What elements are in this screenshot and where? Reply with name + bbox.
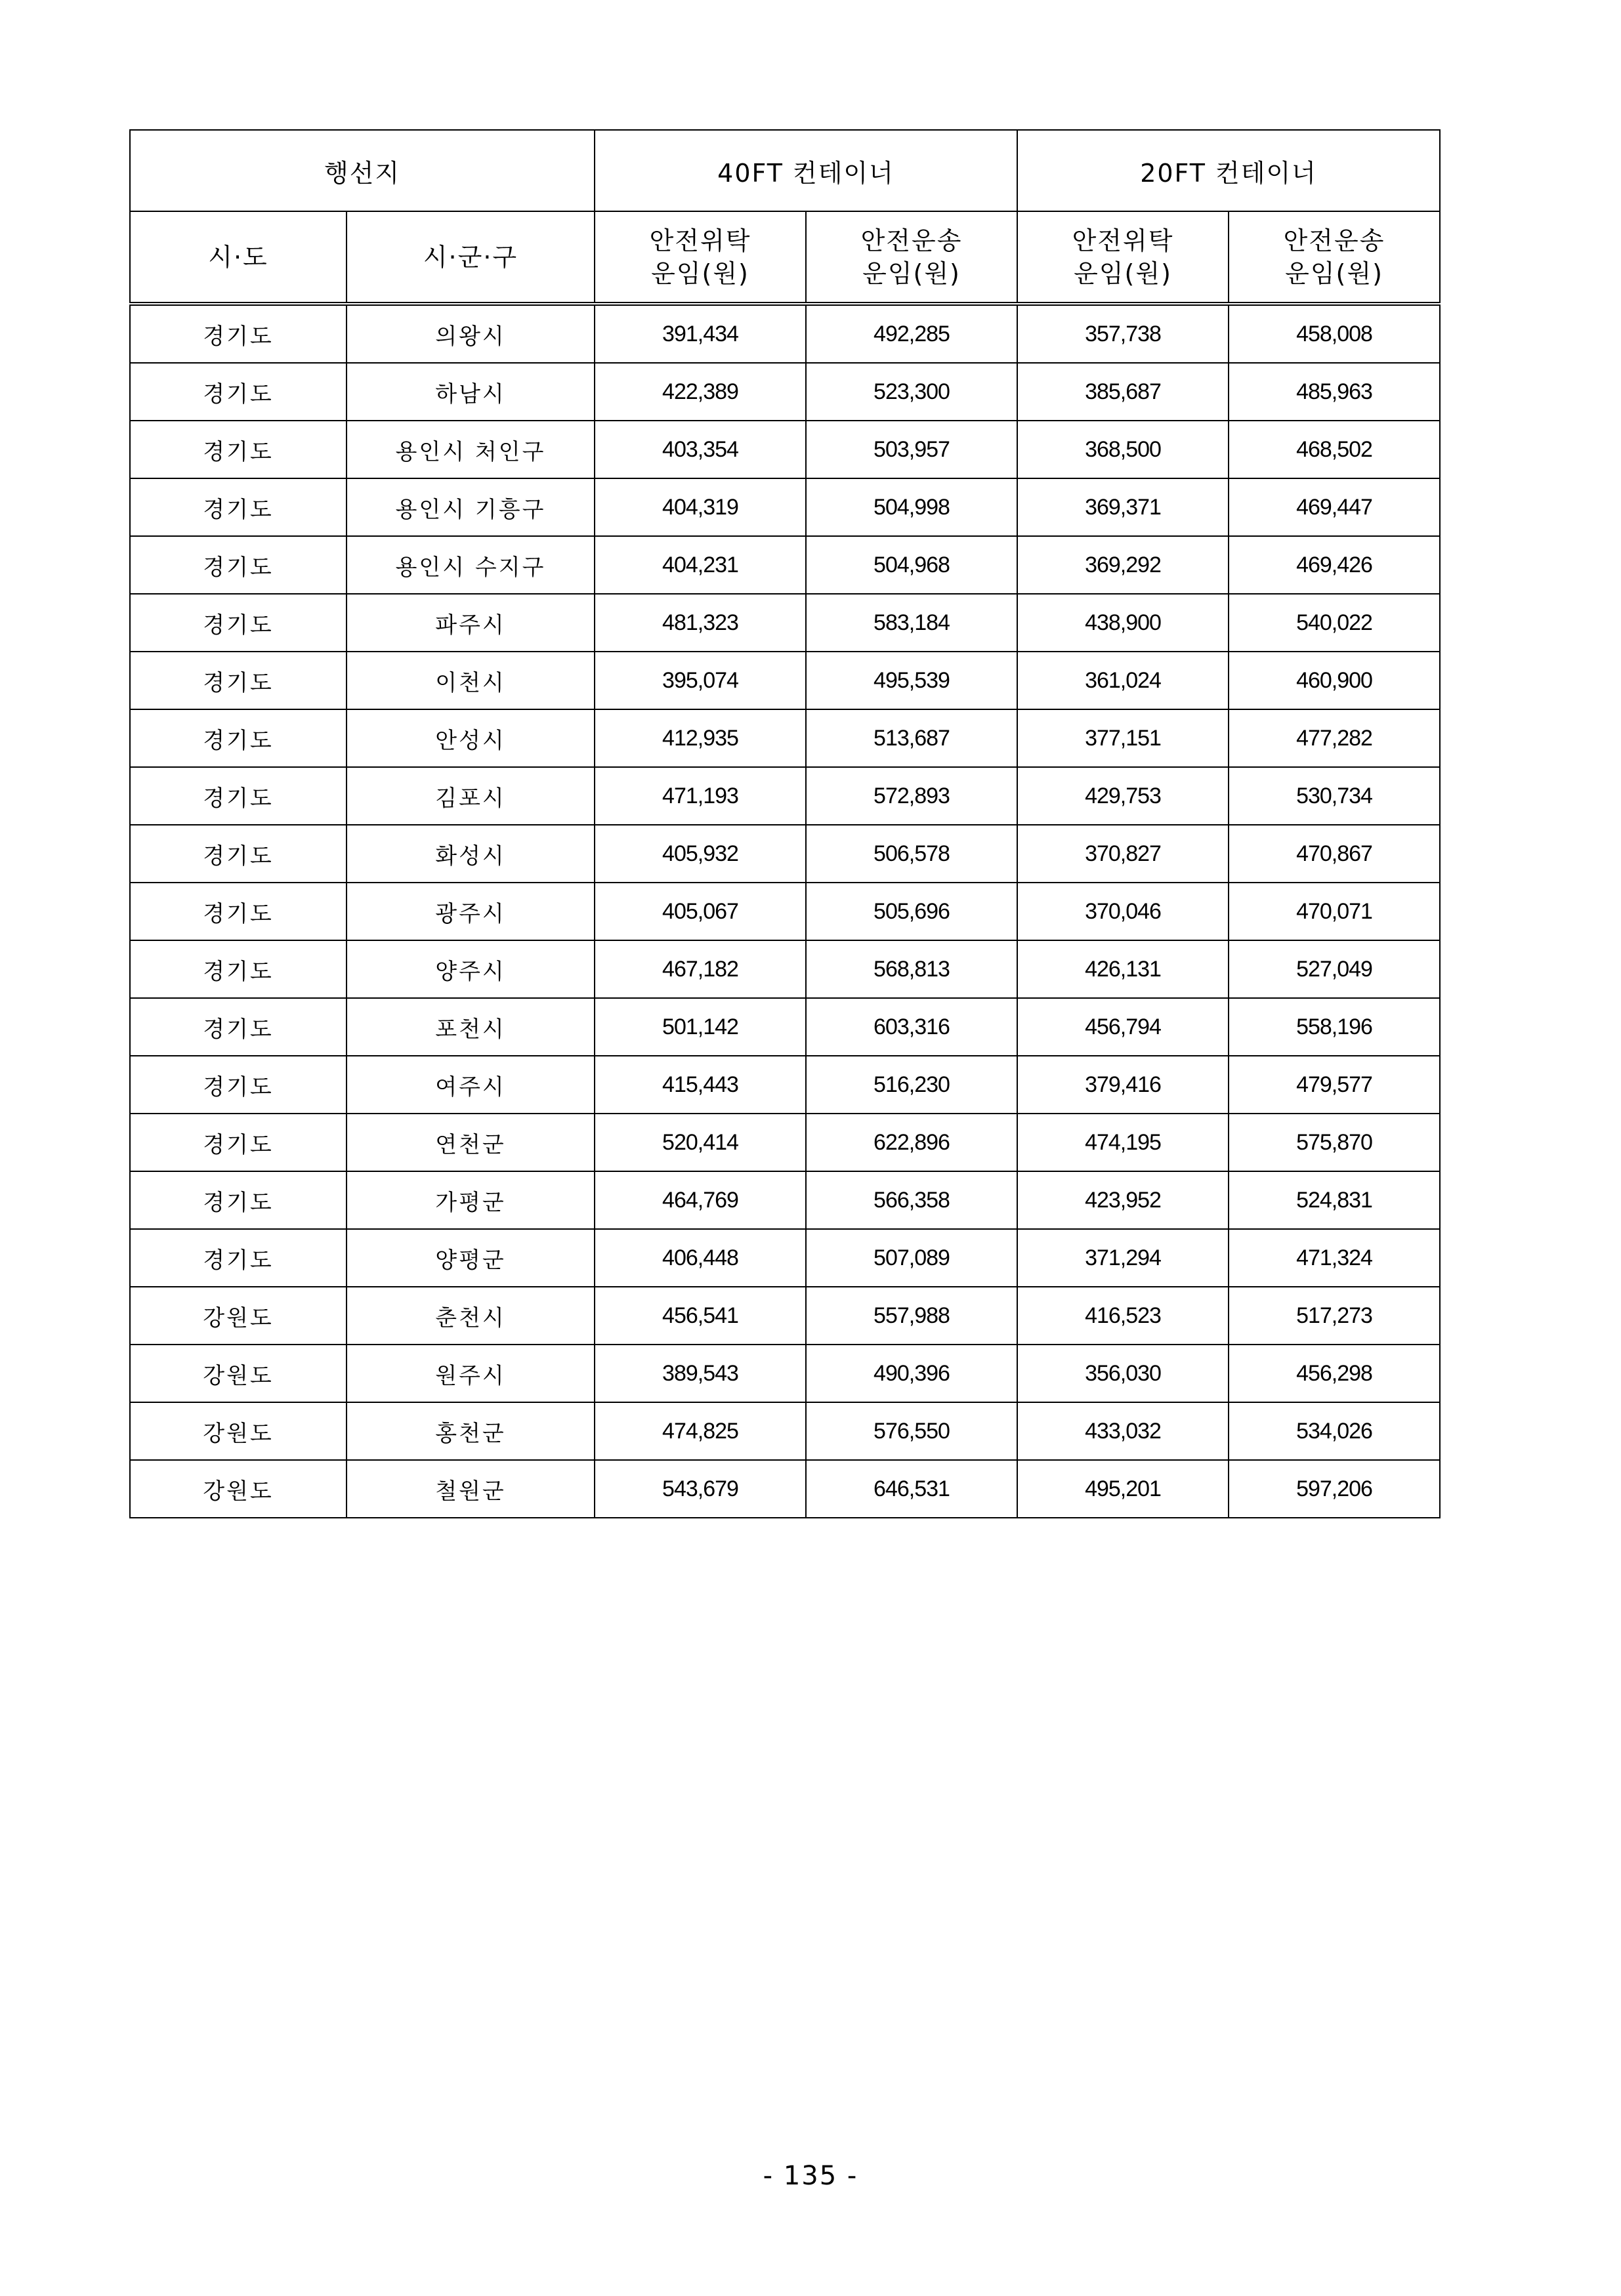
cell-40ft-consign-rate: 403,354 — [595, 421, 806, 478]
cell-20ft-consign-rate: 495,201 — [1017, 1460, 1229, 1518]
cell-40ft-transport-rate: 507,089 — [806, 1229, 1017, 1287]
cell-sigungu: 용인시 수지구 — [347, 536, 595, 594]
cell-40ft-consign-rate: 520,414 — [595, 1114, 806, 1171]
table-row — [130, 709, 1440, 767]
cell-40ft-transport-rate: 646,531 — [806, 1460, 1017, 1518]
cell-sido: 경기도 — [130, 594, 347, 652]
cell-20ft-consign-rate: 379,416 — [1017, 1056, 1229, 1114]
header-40ft-transport-rate — [806, 211, 1017, 304]
header-40ft-consign-rate — [595, 211, 806, 304]
cell-sido: 경기도 — [130, 709, 347, 767]
header-label-line1: 안전위탁 — [649, 226, 751, 255]
table-row — [130, 998, 1440, 1056]
cell-40ft-transport-rate: 504,968 — [806, 536, 1017, 594]
cell-20ft-consign-rate: 438,900 — [1017, 594, 1229, 652]
cell-40ft-consign-rate: 406,448 — [595, 1229, 806, 1287]
cell-40ft-consign-rate: 481,323 — [595, 594, 806, 652]
cell-sigungu: 홍천군 — [347, 1402, 595, 1460]
header-20ft-consign-rate — [1017, 211, 1229, 304]
cell-20ft-consign-rate: 377,151 — [1017, 709, 1229, 767]
cell-20ft-consign-rate: 369,292 — [1017, 536, 1229, 594]
cell-sigungu: 하남시 — [347, 363, 595, 421]
cell-20ft-transport-rate: 470,867 — [1229, 825, 1440, 883]
cell-sido: 경기도 — [130, 1171, 347, 1229]
table-row — [130, 940, 1440, 998]
cell-40ft-consign-rate: 389,543 — [595, 1345, 806, 1402]
cell-sido: 강원도 — [130, 1345, 347, 1402]
table-row — [130, 883, 1440, 940]
cell-20ft-consign-rate: 426,131 — [1017, 940, 1229, 998]
cell-20ft-consign-rate: 368,500 — [1017, 421, 1229, 478]
cell-sigungu: 원주시 — [347, 1345, 595, 1402]
cell-sigungu: 파주시 — [347, 594, 595, 652]
header-sido: 시·도 — [130, 211, 347, 304]
cell-40ft-consign-rate: 391,434 — [595, 304, 806, 363]
cell-sigungu: 의왕시 — [347, 304, 595, 363]
table-row — [130, 1114, 1440, 1171]
cell-20ft-consign-rate: 370,827 — [1017, 825, 1229, 883]
cell-sido: 경기도 — [130, 1229, 347, 1287]
header-label-line2: 운임(원) — [862, 259, 961, 288]
cell-sigungu: 포천시 — [347, 998, 595, 1056]
cell-20ft-transport-rate: 456,298 — [1229, 1345, 1440, 1402]
cell-sigungu: 양평군 — [347, 1229, 595, 1287]
table-row — [130, 478, 1440, 536]
table-row — [130, 421, 1440, 478]
table-row — [130, 1229, 1440, 1287]
header-sigungu: 시·군·구 — [347, 211, 595, 304]
table-row — [130, 1171, 1440, 1229]
cell-sido: 경기도 — [130, 421, 347, 478]
cell-20ft-consign-rate: 416,523 — [1017, 1287, 1229, 1345]
cell-40ft-transport-rate: 572,893 — [806, 767, 1017, 825]
cell-sido: 경기도 — [130, 883, 347, 940]
cell-sigungu: 여주시 — [347, 1056, 595, 1114]
cell-40ft-consign-rate: 405,067 — [595, 883, 806, 940]
cell-40ft-transport-rate: 557,988 — [806, 1287, 1017, 1345]
cell-sigungu: 광주시 — [347, 883, 595, 940]
cell-40ft-transport-rate: 490,396 — [806, 1345, 1017, 1402]
cell-40ft-transport-rate: 513,687 — [806, 709, 1017, 767]
header-40ft-container: 40FT 컨테이너 — [595, 130, 1017, 211]
cell-40ft-consign-rate: 456,541 — [595, 1287, 806, 1345]
cell-sigungu: 화성시 — [347, 825, 595, 883]
cell-40ft-consign-rate: 467,182 — [595, 940, 806, 998]
header-label-line1: 안전운송 — [1283, 226, 1385, 255]
cell-40ft-consign-rate: 415,443 — [595, 1056, 806, 1114]
cell-40ft-transport-rate: 492,285 — [806, 304, 1017, 363]
cell-sigungu: 김포시 — [347, 767, 595, 825]
cell-20ft-transport-rate: 471,324 — [1229, 1229, 1440, 1287]
header-label-line1: 안전위탁 — [1072, 226, 1174, 255]
cell-sido: 경기도 — [130, 363, 347, 421]
table-row — [130, 825, 1440, 883]
cell-sido: 경기도 — [130, 825, 347, 883]
cell-40ft-consign-rate: 422,389 — [595, 363, 806, 421]
header-20ft-container: 20FT 컨테이너 — [1017, 130, 1440, 211]
table-header — [130, 130, 1440, 304]
cell-20ft-transport-rate: 470,071 — [1229, 883, 1440, 940]
cell-20ft-consign-rate: 357,738 — [1017, 304, 1229, 363]
table-row — [130, 304, 1440, 363]
cell-sigungu: 철원군 — [347, 1460, 595, 1518]
table-row — [130, 1345, 1440, 1402]
table-row — [130, 536, 1440, 594]
cell-sido: 경기도 — [130, 998, 347, 1056]
cell-20ft-consign-rate: 371,294 — [1017, 1229, 1229, 1287]
cell-20ft-transport-rate: 540,022 — [1229, 594, 1440, 652]
table-row — [130, 363, 1440, 421]
table-row — [130, 1402, 1440, 1460]
cell-20ft-transport-rate: 477,282 — [1229, 709, 1440, 767]
cell-20ft-transport-rate: 530,734 — [1229, 767, 1440, 825]
cell-sido: 경기도 — [130, 652, 347, 709]
cell-40ft-transport-rate: 566,358 — [806, 1171, 1017, 1229]
table-row — [130, 594, 1440, 652]
table-body — [130, 304, 1440, 1518]
cell-40ft-consign-rate: 464,769 — [595, 1171, 806, 1229]
cell-sigungu: 이천시 — [347, 652, 595, 709]
cell-20ft-transport-rate: 468,502 — [1229, 421, 1440, 478]
cell-20ft-transport-rate: 597,206 — [1229, 1460, 1440, 1518]
cell-20ft-consign-rate: 361,024 — [1017, 652, 1229, 709]
cell-sigungu: 양주시 — [347, 940, 595, 998]
cell-sigungu: 용인시 기흥구 — [347, 478, 595, 536]
cell-20ft-transport-rate: 469,447 — [1229, 478, 1440, 536]
cell-sido: 경기도 — [130, 536, 347, 594]
cell-40ft-transport-rate: 583,184 — [806, 594, 1017, 652]
table-row — [130, 767, 1440, 825]
cell-20ft-consign-rate: 370,046 — [1017, 883, 1229, 940]
cell-20ft-consign-rate: 474,195 — [1017, 1114, 1229, 1171]
table-row — [130, 1287, 1440, 1345]
table-row — [130, 1460, 1440, 1518]
header-label-line1: 안전운송 — [860, 226, 963, 255]
cell-20ft-transport-rate: 460,900 — [1229, 652, 1440, 709]
cell-40ft-transport-rate: 505,696 — [806, 883, 1017, 940]
cell-sigungu: 용인시 처인구 — [347, 421, 595, 478]
cell-20ft-transport-rate: 527,049 — [1229, 940, 1440, 998]
cell-20ft-consign-rate: 356,030 — [1017, 1345, 1229, 1402]
cell-sigungu: 춘천시 — [347, 1287, 595, 1345]
cell-40ft-consign-rate: 474,825 — [595, 1402, 806, 1460]
cell-20ft-transport-rate: 575,870 — [1229, 1114, 1440, 1171]
cell-40ft-consign-rate: 395,074 — [595, 652, 806, 709]
cell-sido: 경기도 — [130, 478, 347, 536]
cell-20ft-transport-rate: 458,008 — [1229, 304, 1440, 363]
cell-40ft-transport-rate: 503,957 — [806, 421, 1017, 478]
cell-20ft-transport-rate: 534,026 — [1229, 1402, 1440, 1460]
cell-20ft-transport-rate: 485,963 — [1229, 363, 1440, 421]
table-row — [130, 1056, 1440, 1114]
freight-rate-table — [129, 129, 1441, 1518]
cell-40ft-transport-rate: 506,578 — [806, 825, 1017, 883]
cell-20ft-transport-rate: 469,426 — [1229, 536, 1440, 594]
cell-20ft-transport-rate: 517,273 — [1229, 1287, 1440, 1345]
cell-sido: 경기도 — [130, 940, 347, 998]
cell-sido: 경기도 — [130, 304, 347, 363]
cell-20ft-transport-rate: 524,831 — [1229, 1171, 1440, 1229]
header-row-groups — [130, 130, 1440, 211]
cell-sido: 강원도 — [130, 1287, 347, 1345]
cell-20ft-transport-rate: 479,577 — [1229, 1056, 1440, 1114]
header-label-line2: 운임(원) — [1285, 259, 1383, 288]
cell-sido: 경기도 — [130, 1114, 347, 1171]
cell-sido: 경기도 — [130, 1056, 347, 1114]
cell-40ft-consign-rate: 501,142 — [595, 998, 806, 1056]
cell-40ft-transport-rate: 523,300 — [806, 363, 1017, 421]
cell-sigungu: 가평군 — [347, 1171, 595, 1229]
cell-40ft-consign-rate: 404,319 — [595, 478, 806, 536]
cell-40ft-transport-rate: 603,316 — [806, 998, 1017, 1056]
cell-40ft-consign-rate: 471,193 — [595, 767, 806, 825]
cell-40ft-transport-rate: 622,896 — [806, 1114, 1017, 1171]
cell-sigungu: 안성시 — [347, 709, 595, 767]
cell-sido: 경기도 — [130, 767, 347, 825]
cell-40ft-transport-rate: 516,230 — [806, 1056, 1017, 1114]
table-row — [130, 652, 1440, 709]
cell-40ft-transport-rate: 576,550 — [806, 1402, 1017, 1460]
cell-sigungu: 연천군 — [347, 1114, 595, 1171]
cell-20ft-consign-rate: 456,794 — [1017, 998, 1229, 1056]
page-number: - 135 - — [763, 2161, 858, 2191]
cell-40ft-consign-rate: 412,935 — [595, 709, 806, 767]
cell-sido: 강원도 — [130, 1402, 347, 1460]
cell-20ft-consign-rate: 385,687 — [1017, 363, 1229, 421]
cell-40ft-consign-rate: 543,679 — [595, 1460, 806, 1518]
cell-20ft-transport-rate: 558,196 — [1229, 998, 1440, 1056]
header-destination: 행선지 — [130, 130, 595, 211]
cell-40ft-transport-rate: 568,813 — [806, 940, 1017, 998]
header-label-line2: 운임(원) — [1074, 259, 1172, 288]
header-label-line2: 운임(원) — [651, 259, 749, 288]
cell-20ft-consign-rate: 429,753 — [1017, 767, 1229, 825]
header-20ft-transport-rate — [1229, 211, 1440, 304]
cell-sido: 강원도 — [130, 1460, 347, 1518]
cell-20ft-consign-rate: 433,032 — [1017, 1402, 1229, 1460]
cell-40ft-transport-rate: 504,998 — [806, 478, 1017, 536]
cell-20ft-consign-rate: 369,371 — [1017, 478, 1229, 536]
cell-40ft-transport-rate: 495,539 — [806, 652, 1017, 709]
cell-40ft-consign-rate: 404,231 — [595, 536, 806, 594]
header-row-columns — [130, 211, 1440, 304]
cell-20ft-consign-rate: 423,952 — [1017, 1171, 1229, 1229]
cell-40ft-consign-rate: 405,932 — [595, 825, 806, 883]
